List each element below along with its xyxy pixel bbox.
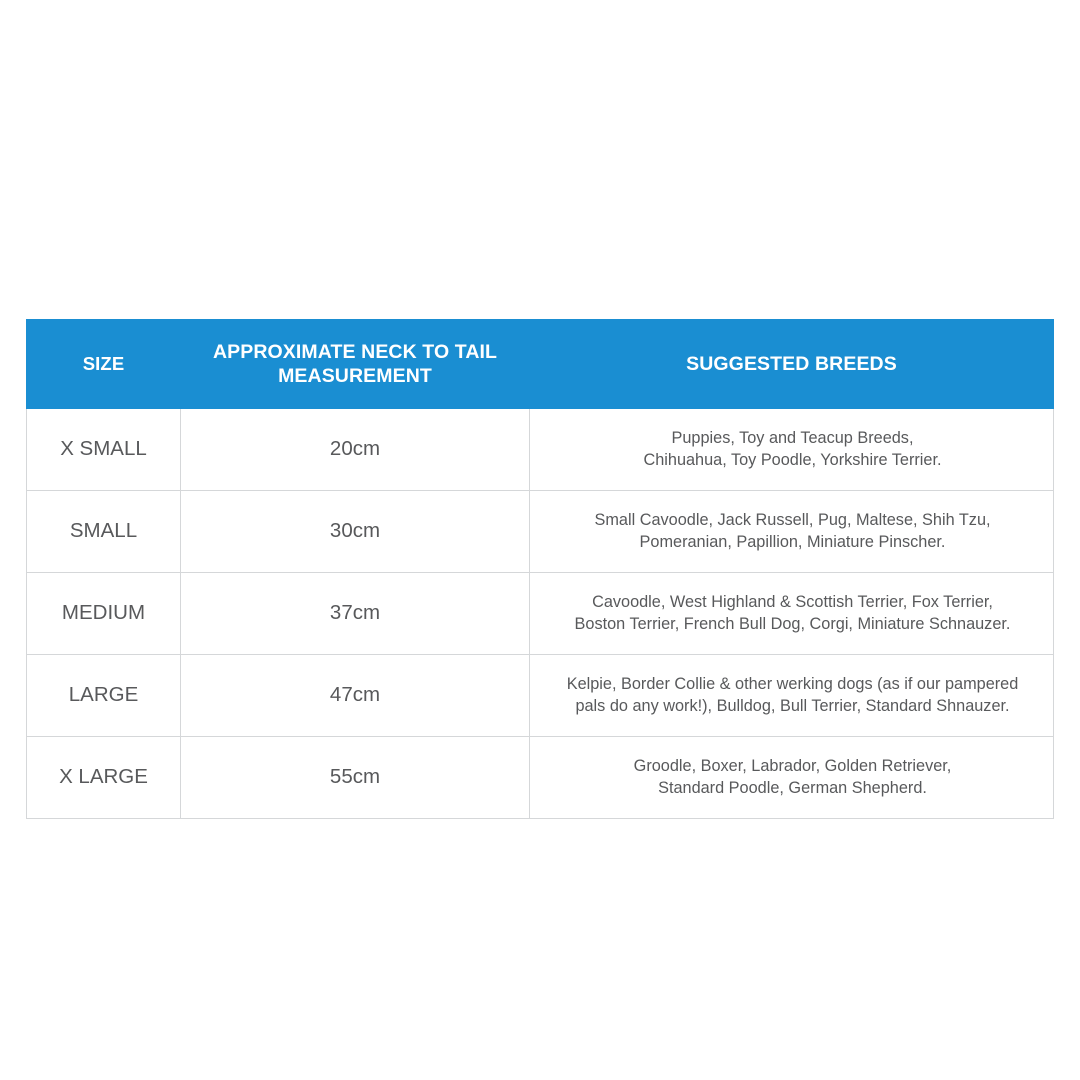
- cell-breeds-line: Pomeranian, Papillion, Miniature Pinscher.: [639, 532, 946, 551]
- cell-breeds: [530, 491, 1054, 573]
- cell-measurement: 30cm: [181, 491, 530, 573]
- table-row: [27, 409, 1054, 491]
- table-row: [27, 737, 1054, 819]
- cell-breeds: [530, 573, 1054, 655]
- cell-breeds-line: Kelpie, Border Collie & other werking dogs (as if our pampered: [566, 675, 1019, 694]
- cell-breeds-line: Cavoodle, West Highland & Scottish Terrier, Fox Terrier,: [592, 593, 993, 612]
- table-header-row: [27, 320, 1054, 409]
- table-body: [27, 409, 1054, 819]
- cell-breeds-line: Chihuahua, Toy Poodle, Yorkshire Terrier.: [643, 450, 942, 469]
- table-row: [27, 491, 1054, 573]
- cell-breeds-line: Standard Poodle, German Shepherd.: [658, 778, 927, 797]
- column-header-size: SIZE: [27, 320, 181, 409]
- column-header-breeds: SUGGESTED BREEDS: [530, 320, 1054, 409]
- cell-measurement: 47cm: [181, 655, 530, 737]
- cell-breeds-line: Groodle, Boxer, Labrador, Golden Retriever,: [633, 757, 952, 776]
- cell-breeds: [530, 409, 1054, 491]
- cell-size: X LARGE: [27, 737, 181, 819]
- cell-size: X SMALL: [27, 409, 181, 491]
- cell-breeds: [530, 655, 1054, 737]
- cell-breeds: [530, 737, 1054, 819]
- cell-size: LARGE: [27, 655, 181, 737]
- cell-size: MEDIUM: [27, 573, 181, 655]
- cell-measurement: 37cm: [181, 573, 530, 655]
- cell-breeds-line: pals do any work!), Bulldog, Bull Terrier, Standard Shnauzer.: [575, 696, 1010, 715]
- cell-measurement: 20cm: [181, 409, 530, 491]
- cell-breeds-line: Puppies, Toy and Teacup Breeds,: [671, 429, 914, 448]
- column-header-measurement: APPROXIMATE NECK TO TAIL MEASUREMENT: [181, 320, 530, 409]
- table-header: [27, 320, 1054, 409]
- table-row: [27, 573, 1054, 655]
- table-row: [27, 655, 1054, 737]
- cell-size: SMALL: [27, 491, 181, 573]
- cell-breeds-line: Small Cavoodle, Jack Russell, Pug, Maltese, Shih Tzu,: [594, 511, 991, 530]
- size-chart-table: [26, 319, 1054, 819]
- cell-breeds-line: Boston Terrier, French Bull Dog, Corgi, Miniature Schnauzer.: [574, 614, 1011, 633]
- cell-measurement: 55cm: [181, 737, 530, 819]
